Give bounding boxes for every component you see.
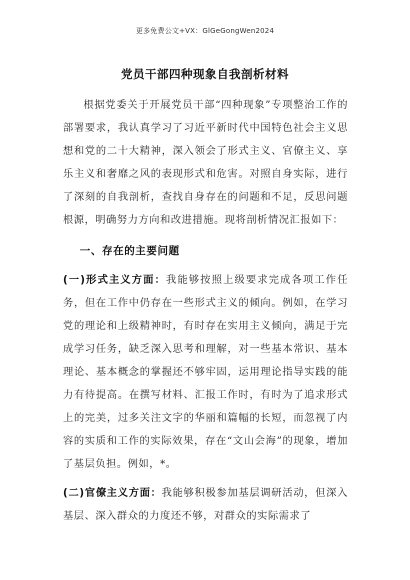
subsection-text: 我能够按照上级要求完成各项工作任务，但在工作中仍存在一些形式主义的倾向。例如，在学习党的理论和上级精神时，有时存在实用主义倾向，满足于完成学习任务，缺乏深入思考和理解，对一些基本常识、基本理论、基本概念的掌握还不够牢固，运用理论指导实践的能力有待提高。在撰写材料、汇报工作时，有时为了追求形式上的完美，过多关注文字的华丽和篇幅的长短，而忽视了内容的实质和工作的实际效果，存在“文山会海”的现象，增加了基层负担。例如，*。	[63, 275, 348, 470]
watermark-text: 更多免费公文+VX：GlGeGongWen2024	[135, 27, 275, 35]
subsection-formalism	[63, 269, 348, 476]
subsection-lead: (一)形式主义方面：	[63, 275, 167, 286]
section-heading: 一、存在的主要问题	[79, 245, 180, 257]
subsection-lead: (二)官僚主义方面：	[63, 488, 162, 499]
document-title: 党员干部四种现象自我剖析材料	[121, 67, 289, 81]
intro-paragraph: 根据党委关于开展党员干部“四种现象”专项整治工作的部署要求，我认真学习了习近平新时代中国特色社会主义思想和党的二十大精神，深入领会了形式主义、官僚主义、享乐主义和奢靡之风的表现形式和危害。对照自身实际，进行了深刻的自我剖析，查找自身存在的问题和不足，反思问题根源，明确努力方向和改进措施。现将剖析情况汇报如下：	[63, 100, 348, 226]
subsection-text: 我能够积极参加基层调研活动，但深入基层、深入群众的力度还不够，对群众的实际需求了	[63, 488, 348, 522]
document-body	[63, 94, 348, 528]
subsection-bureaucracy	[63, 482, 348, 528]
